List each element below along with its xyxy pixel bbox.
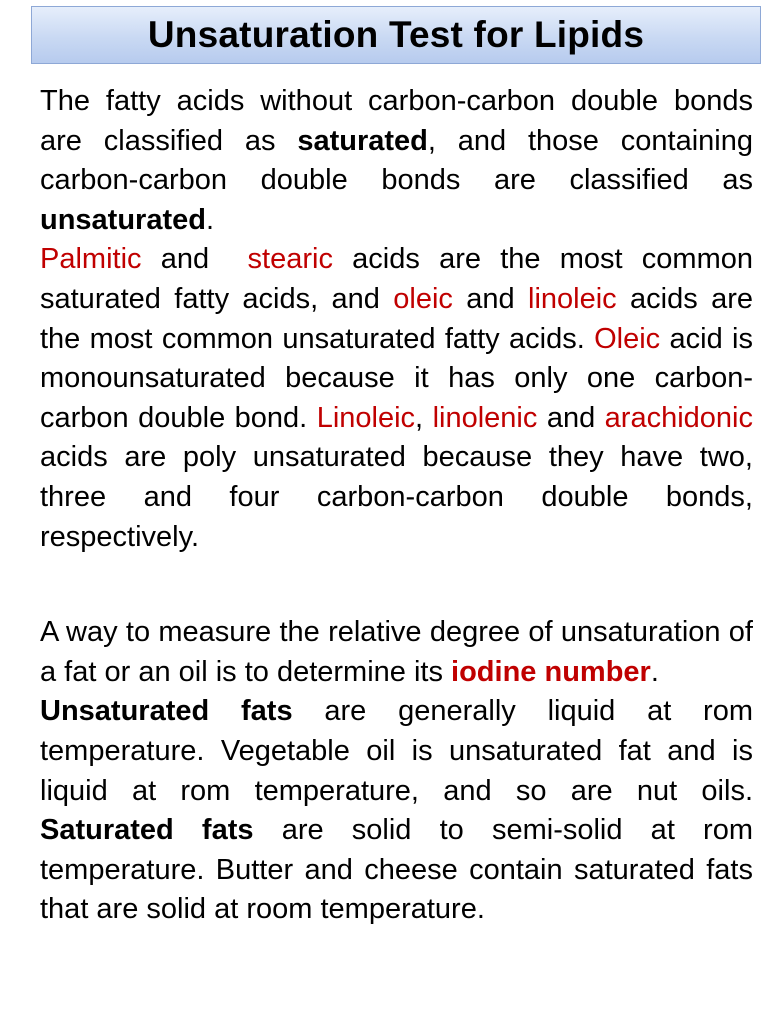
- acid-palmitic: Palmitic: [40, 243, 142, 276]
- text-segment: ,: [415, 401, 433, 434]
- term-iodine-number: iodine number: [451, 655, 651, 688]
- acid-oleic: oleic: [393, 282, 453, 315]
- slide-title: Unsaturation Test for Lipids: [147, 14, 645, 55]
- text-segment: The fatty acids without carbon-carbon double bonds are classified as: [40, 85, 753, 157]
- paragraph-definitions: [40, 82, 753, 240]
- text-segment: .: [650, 655, 659, 688]
- term-saturated: saturated: [297, 124, 428, 157]
- acid-stearic: stearic: [247, 243, 333, 276]
- term-saturated-fats: Saturated fats: [40, 814, 254, 847]
- text-segment: are solid to semi-solid at rom temperature. Butter and cheese contain saturated fats that are solid at room temperature.: [40, 814, 753, 926]
- acid-oleic-2: Oleic: [594, 322, 661, 355]
- acid-linolenic: linolenic: [432, 401, 538, 434]
- text-segment: A way to measure the relative degree of unsaturation of a fat or an oil is to determine its: [40, 616, 753, 688]
- paragraph-fatty-acids: [40, 240, 753, 557]
- paragraph-iodine: [40, 613, 753, 692]
- text-segment: acids are the most common unsaturated fatty acids.: [40, 282, 754, 355]
- slide-body: [40, 82, 753, 930]
- acid-linoleic: linoleic: [528, 282, 617, 315]
- paragraph-fats: [40, 692, 753, 930]
- term-unsaturated: unsaturated: [40, 203, 206, 236]
- text-segment: acids are poly unsaturated because they have two, three and four carbon-carbon double bonds, respectively.: [40, 441, 753, 553]
- text-segment: .: [205, 203, 215, 236]
- text-segment: and: [141, 243, 248, 276]
- term-unsaturated-fats: Unsaturated fats: [40, 695, 293, 728]
- text-segment: acid is monounsaturated because it has only one carbon-carbon double bond.: [40, 322, 753, 434]
- text-segment: are generally liquid at rom temperature. Vegetable oil is unsaturated fat and is liquid at rom temperature, and so are nut oils.: [40, 695, 754, 807]
- acid-linoleic-2: Linoleic: [316, 401, 416, 434]
- title-banner: [31, 6, 761, 64]
- text-segment: acids are the most common saturated fatty acids, and: [40, 243, 753, 315]
- text-segment: , and those containing carbon-carbon double bonds are classified as: [40, 124, 753, 197]
- text-segment: and: [452, 282, 529, 315]
- paragraph-gap: [40, 557, 753, 613]
- acid-arachidonic: arachidonic: [604, 401, 753, 434]
- text-segment: and: [537, 401, 605, 434]
